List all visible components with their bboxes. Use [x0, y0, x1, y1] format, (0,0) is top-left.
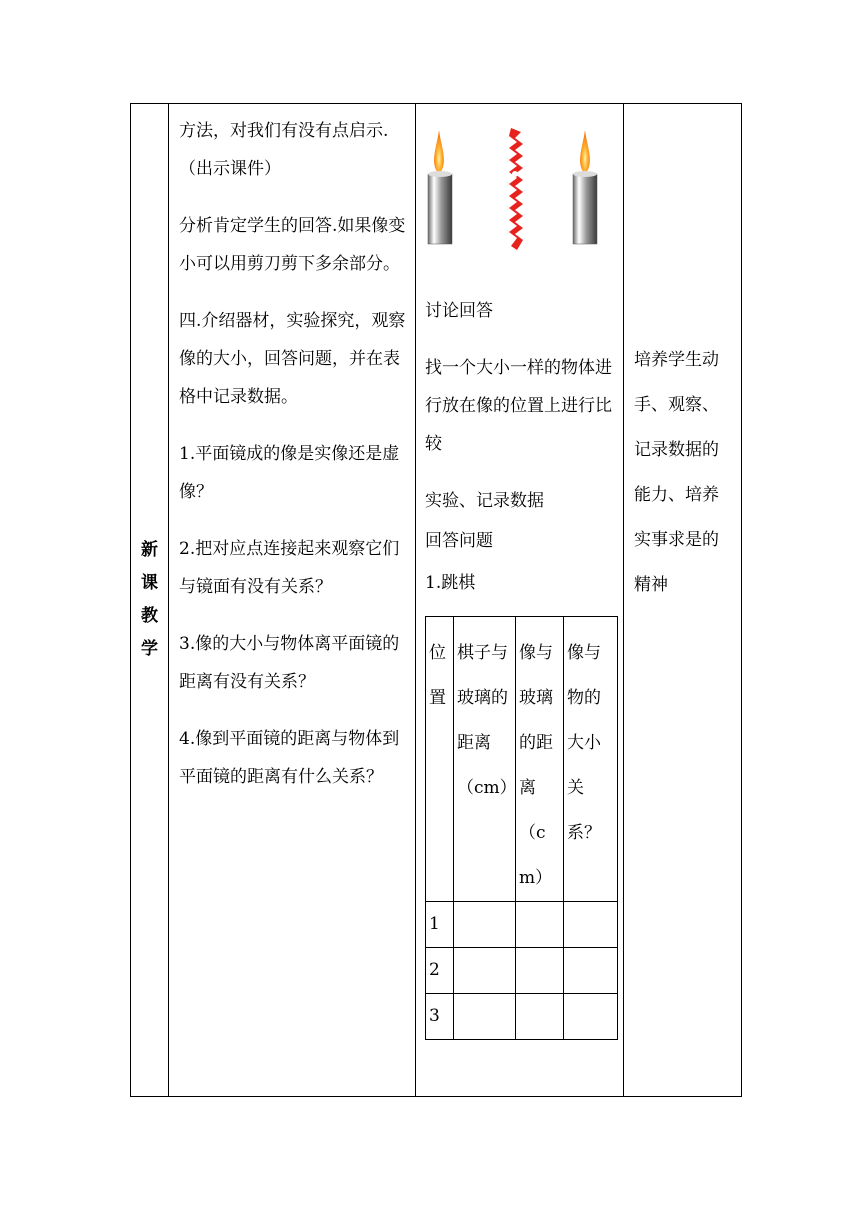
- section-label-char: 课: [141, 573, 158, 593]
- record-header: 位置: [426, 617, 454, 902]
- design-intent-text: 培养学生动手、观察、记录数据的能力、培养实事求是的精神: [634, 350, 719, 595]
- record-row-label: 3: [426, 994, 454, 1040]
- student-compare: 找一个大小一样的物体进行放在像的位置上进行比较: [425, 358, 612, 454]
- record-cell[interactable]: [454, 994, 516, 1040]
- record-cell[interactable]: [564, 902, 618, 948]
- candle-mirror-illustration: [427, 128, 607, 252]
- record-row-label: 1: [426, 902, 454, 948]
- teacher-paragraph: 分析肯定学生的回答.如果像变小可以用剪刀剪下多余部分。: [179, 216, 406, 274]
- student-discuss: 讨论回答: [425, 301, 493, 321]
- teacher-activity-cell: [169, 104, 416, 1097]
- record-cell[interactable]: [564, 948, 618, 994]
- lesson-plan-table: [130, 103, 742, 1097]
- student-answer: 回答问题: [425, 531, 493, 551]
- record-cell[interactable]: [454, 902, 516, 948]
- section-label-cell: [131, 104, 169, 1097]
- record-row-label: 2: [426, 948, 454, 994]
- teacher-paragraph: 方法，对我们有没有点启示.（出示课件）: [179, 121, 389, 179]
- record-cell[interactable]: [454, 948, 516, 994]
- student-activity-cell: [416, 104, 624, 1097]
- student-experiment: 实验、记录数据: [425, 491, 544, 511]
- teacher-question: 2.把对应点连接起来观察它们与镜面有没有关系？: [179, 539, 400, 597]
- record-cell[interactable]: [516, 902, 564, 948]
- record-header: 棋子与玻璃的距离（cm）: [454, 617, 516, 902]
- record-cell[interactable]: [516, 994, 564, 1040]
- design-intent-cell: [624, 104, 742, 1097]
- candle-right-icon: [573, 130, 597, 244]
- record-cell[interactable]: [564, 994, 618, 1040]
- record-header: 像与玻璃的距离（cm）: [516, 617, 564, 902]
- teacher-question: 4.像到平面镜的距离与物体到平面镜的距离有什么关系？: [179, 729, 400, 787]
- teacher-question: 3.像的大小与物体离平面镜的距离有没有关系？: [179, 634, 400, 692]
- teacher-question: 1.平面镜成的像是实像还是虚像？: [179, 444, 400, 502]
- candle-left-icon: [428, 130, 452, 244]
- record-header: 像与物的大小关系？: [564, 617, 618, 902]
- record-table: [425, 616, 618, 1040]
- section-label-char: 学: [141, 639, 158, 659]
- teacher-paragraph: 四.介绍器材，实验探究，观察像的大小，回答问题，并在表格中记录数据。: [179, 311, 406, 407]
- section-label-char: 教: [141, 606, 158, 626]
- section-label-char: 新: [141, 540, 158, 560]
- record-cell[interactable]: [516, 948, 564, 994]
- mirror-plate-icon: [509, 128, 523, 250]
- student-item1: 1.跳棋: [425, 573, 476, 593]
